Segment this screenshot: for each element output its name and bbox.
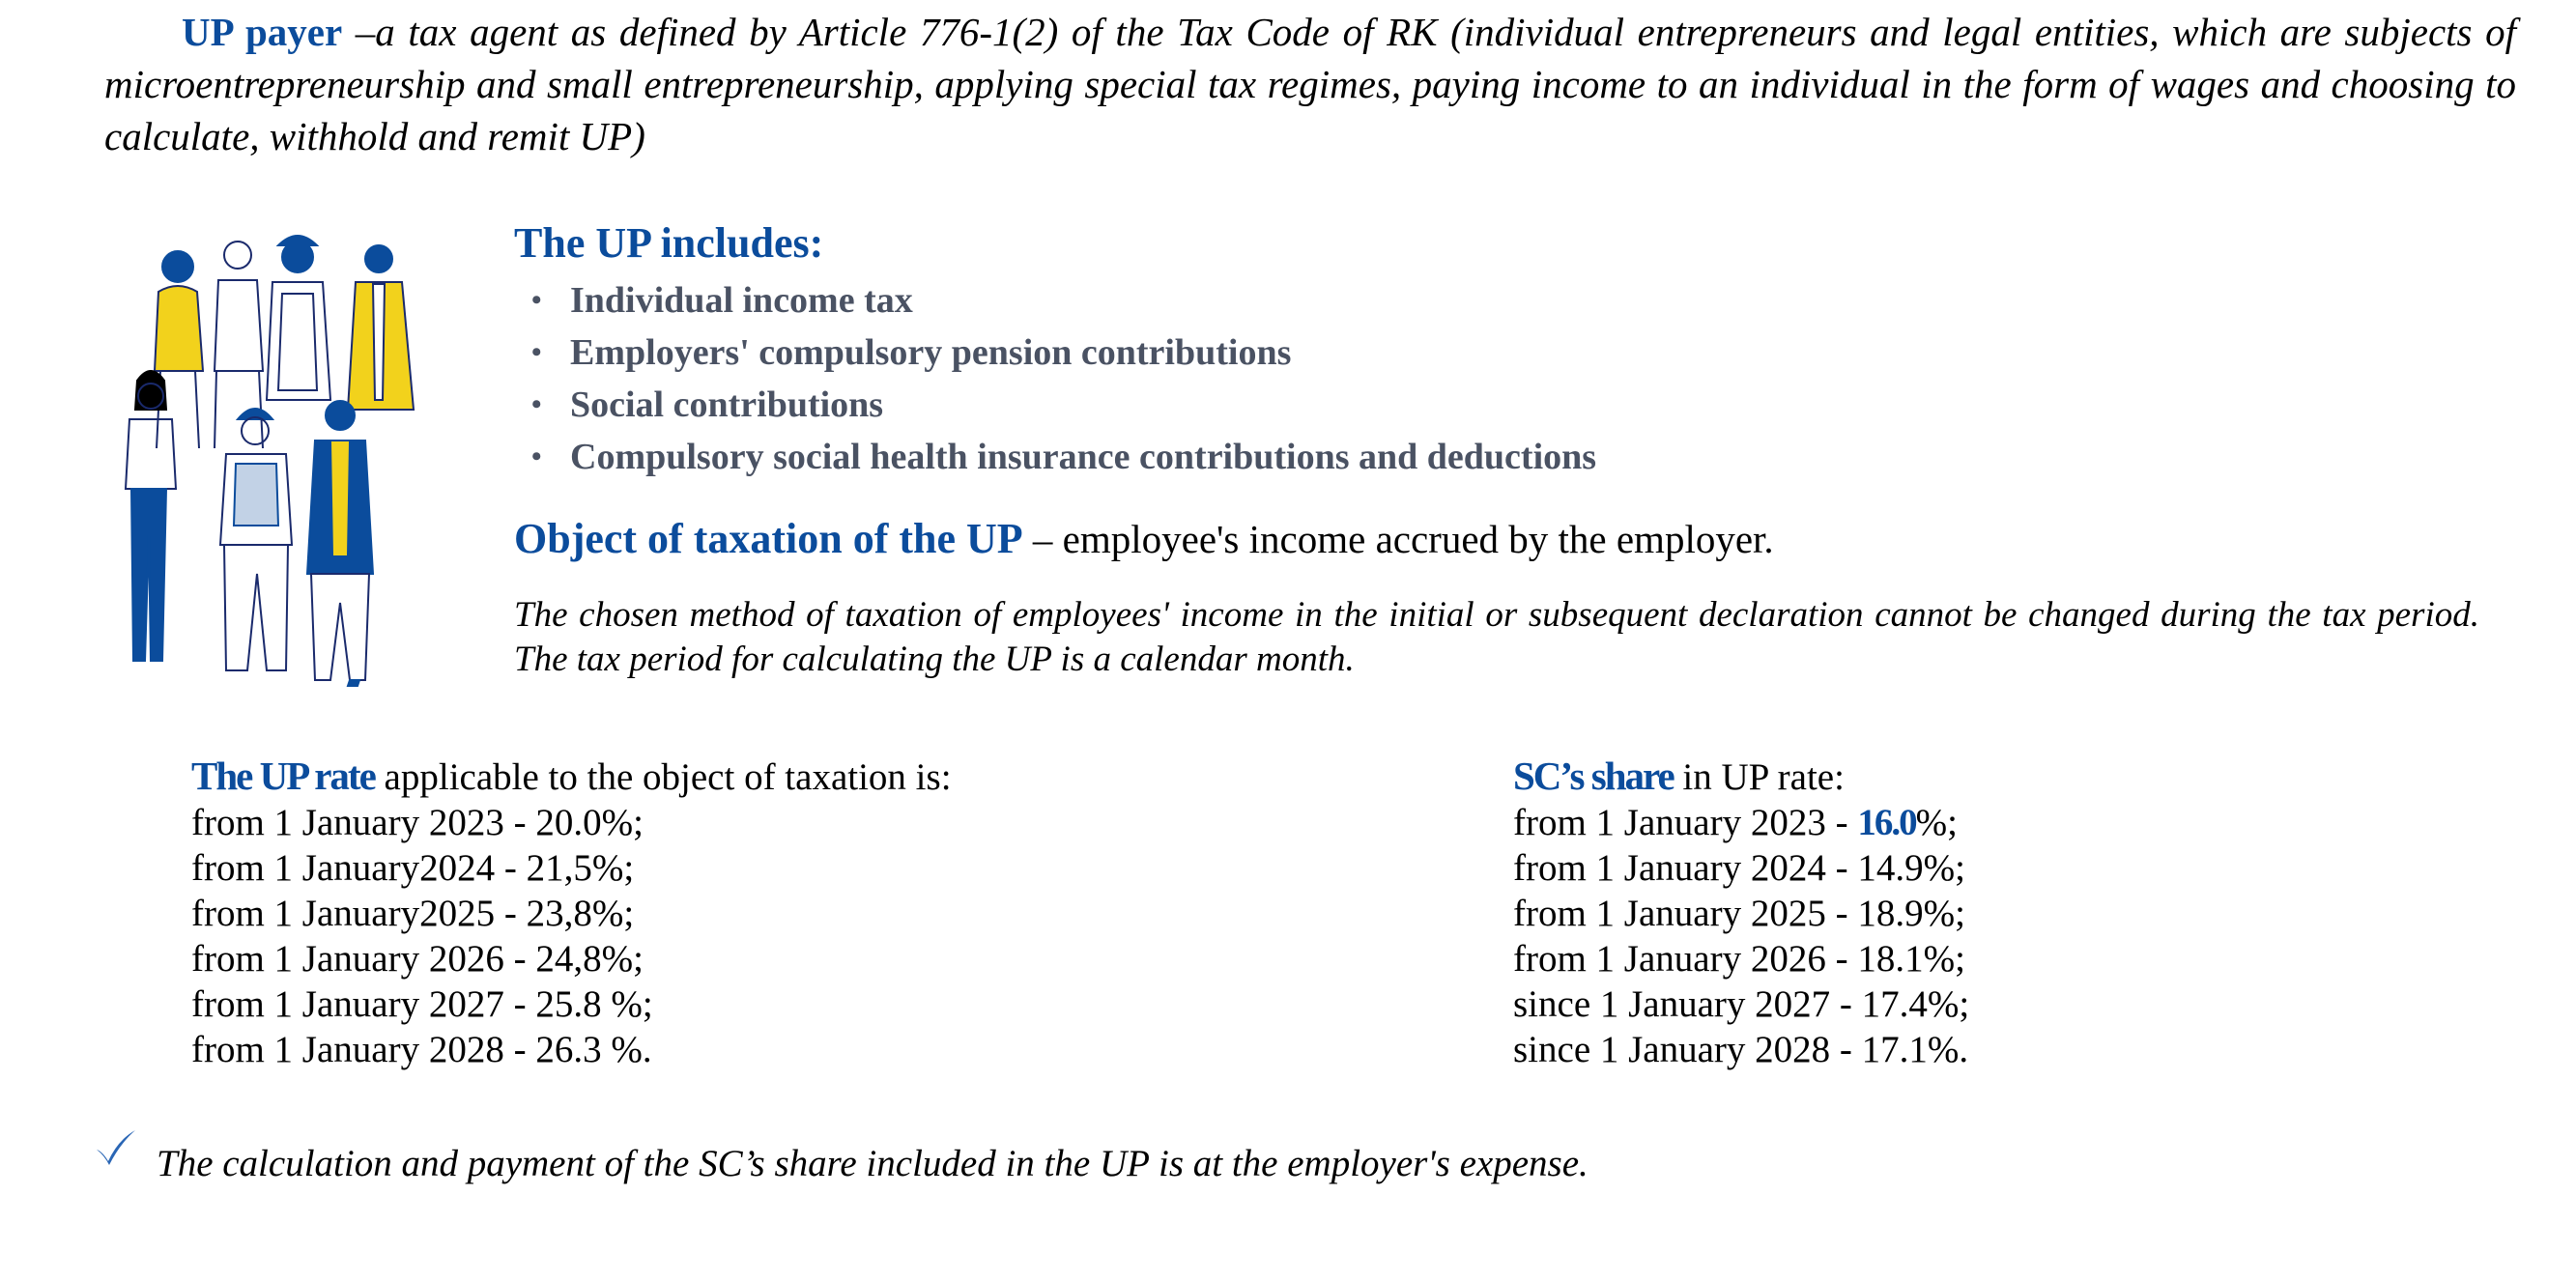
- sc-share-row: [1513, 800, 1969, 845]
- list-item: [514, 327, 1596, 379]
- checkmark-icon: [93, 1128, 137, 1167]
- list-item-label: Employers' compulsory pension contributions: [570, 332, 1292, 373]
- bullet-icon: •: [531, 284, 542, 316]
- list-item-label: Individual income tax: [570, 280, 913, 321]
- employer-expense-note: The calculation and payment of the SC’s share included in the UP is at the employer's expense.: [157, 1143, 1589, 1184]
- up-includes-list: [514, 274, 1596, 483]
- list-item-label: Compulsory social health insurance contributions and deductions: [570, 437, 1597, 477]
- bullet-icon: •: [531, 441, 542, 472]
- taxation-method-note: The chosen method of taxation of employees' income in the initial or subsequent declaration cannot be changed during the tax period. The tax period for calculating the UP is a calendar month.: [514, 595, 2479, 679]
- sc-share-row: from 1 January 2026 - 18.1%;: [1513, 938, 1965, 980]
- sc-share-heading-strong: SC’s share: [1513, 754, 1674, 798]
- up-rate-row: from 1 January2025 - 23,8%;: [191, 893, 635, 934]
- up-rate-row: from 1 January 2027 - 25.8 %;: [191, 983, 653, 1025]
- bullet-icon: •: [531, 388, 542, 420]
- sc-share-heading-rest: in UP rate:: [1673, 756, 1845, 798]
- up-rate-row: from 1 January 2028 - 26.3 %.: [191, 1029, 652, 1070]
- up-rate-row: from 1 January 2023 - 20.0%;: [191, 802, 644, 843]
- up-includes-heading: The UP includes:: [514, 219, 824, 267]
- sc-share-row: since 1 January 2027 - 17.4%;: [1513, 983, 1970, 1025]
- up-rate-row: from 1 January2024 - 21,5%;: [191, 847, 635, 889]
- list-item: [514, 431, 1596, 483]
- list-item-label: Social contributions: [570, 384, 884, 425]
- sc-share-row: since 1 January 2028 - 17.1%.: [1513, 1029, 1969, 1070]
- intro-paragraph: [104, 6, 2516, 162]
- object-of-taxation-term: Object of taxation of the UP: [514, 515, 1023, 562]
- sc-share-heading: [1513, 754, 1969, 800]
- sc-share-row-suffix: %;: [1915, 802, 1958, 843]
- object-of-taxation: [514, 510, 1774, 568]
- up-payer-term: UP payer: [182, 10, 343, 54]
- sc-share-row: from 1 January 2025 - 18.9%;: [1513, 893, 1965, 934]
- sc-share-row-prefix: from 1 January 2023 -: [1513, 802, 1858, 843]
- sc-share-section: [1513, 754, 1969, 1072]
- up-payer-definition: –a tax agent as defined by Article 776-1(2) of the Tax Code of RK (individual entrepreneurs and legal entities, which are subjects of microentrepreneurship and small entrepreneurship, applying special tax regimes, paying income to an individual in the form of wages and choosing to calculate, withhold and remit UP): [104, 10, 2516, 158]
- object-of-taxation-text: – employee's income accrued by the employer.: [1022, 517, 1774, 561]
- sc-share-highlight-value: 16.0: [1857, 802, 1916, 843]
- up-rate-heading-rest: applicable to the object of taxation is:: [374, 756, 952, 798]
- up-rate-heading: [191, 754, 952, 800]
- sc-share-row: from 1 January 2024 - 14.9%;: [1513, 847, 1965, 889]
- list-item: [514, 274, 1596, 327]
- up-rate-heading-strong: The UP rate: [191, 754, 375, 798]
- list-item: [514, 379, 1596, 431]
- group-of-workers-illustration: [102, 226, 441, 690]
- up-rate-section: [191, 754, 952, 1072]
- up-rate-row: from 1 January 2026 - 24,8%;: [191, 938, 644, 980]
- bullet-icon: •: [531, 336, 542, 368]
